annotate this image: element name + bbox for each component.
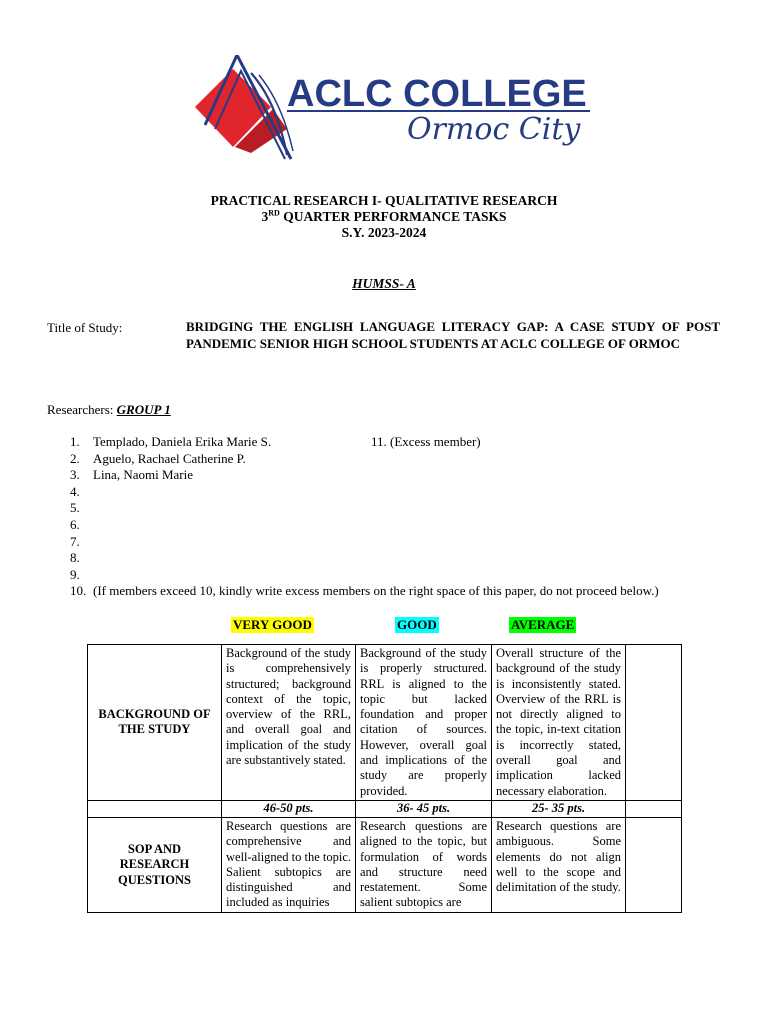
member-item: 7.	[70, 533, 80, 549]
researchers-label: Researchers:	[47, 402, 117, 417]
legend-very-good: VERY GOOD	[233, 617, 312, 632]
good-cell: Research questions are aligned to the topic, but formulation of words and structure need restatement. Some salient subtopics are	[356, 817, 492, 912]
rubric-row	[88, 817, 682, 912]
points-average: 25- 35 pts.	[492, 800, 626, 817]
header-quarter: 3RD QUARTER PERFORMANCE TASKS	[261, 208, 507, 224]
rubric-table	[87, 644, 682, 913]
legend-average: AVERAGE	[511, 617, 575, 632]
average-cell: Overall structure of the background of the study is inconsistently stated. Overview of the RRL is not directly aligned to the topic, in-text citation is incorrectly stated, overall goal and implication lacked necessary elaboration.	[492, 645, 626, 801]
rubric-row	[88, 645, 682, 801]
member-item: 9.	[70, 566, 80, 582]
very-good-cell: Background of the study is comprehensively structured; background context of the topic, overview of the RRL, and overall goal and implication of the study are substantively stated.	[222, 645, 356, 801]
member-item: 3. Lina, Naomi Marie	[70, 467, 193, 483]
criterion-cell: SOP AND RESEARCH QUESTIONS	[88, 817, 222, 912]
member-item: 2. Aguelo, Rachael Catherine P.	[70, 450, 246, 466]
title-label: Title of Study:	[47, 320, 123, 335]
legend-good: GOOD	[397, 617, 437, 632]
score-cell[interactable]	[626, 645, 682, 801]
average-cell: Research questions are ambiguous. Some elements do not align well to the scope and delimitation of the study.	[492, 817, 626, 912]
logo-city: Ormoc City	[407, 112, 581, 147]
aclc-college-logo	[195, 55, 615, 170]
researchers-line	[47, 402, 171, 418]
study-title: BRIDGING THE ENGLISH LANGUAGE LITERACY GAP: A CASE STUDY OF POST PANDEMIC SENIOR HIGH SCHOOL STUDENTS AT ACLC COLLEGE OF ORMOC	[186, 319, 720, 351]
points-score-cell	[626, 800, 682, 817]
points-good: 36- 45 pts.	[356, 800, 492, 817]
doc-header	[0, 193, 768, 241]
logo-emblem	[195, 55, 297, 159]
header-course: PRACTICAL RESEARCH I- QUALITATIVE RESEARCH	[210, 193, 558, 208]
member-item: 1. Templado, Daniela Erika Marie S.	[70, 434, 272, 449]
group-name: GROUP 1	[116, 402, 171, 417]
member-item: 8.	[70, 550, 80, 566]
logo-wordmark: ACLC COLLEGE	[287, 73, 587, 115]
member-list	[70, 434, 659, 600]
excess-member: 11. (Excess member)	[371, 434, 481, 449]
score-cell[interactable]	[626, 817, 682, 912]
member-item: 4.	[70, 483, 80, 499]
header-school-year: S.Y. 2023-2024	[341, 225, 427, 240]
points-very-good: 46-50 pts.	[222, 800, 356, 817]
member-item: 10. (If members exceed 10, kindly write excess members on the right space of this paper, do not proceed below.)	[70, 583, 659, 599]
member-item: 5.	[70, 500, 80, 516]
points-row	[88, 800, 682, 817]
very-good-cell: Research questions are comprehensive and well-aligned to the topic. Salient subtopics are distinguished and included as inquiries	[222, 817, 356, 912]
criterion-cell: BACKGROUND OF THE STUDY	[88, 645, 222, 801]
section-name: HUMSS- A	[352, 276, 416, 291]
points-blank-cell	[88, 800, 222, 817]
member-item: 6.	[70, 516, 80, 532]
good-cell: Background of the study is properly structured. RRL is aligned to the topic but lacked foundation and proper citation of sources. However, overall goal and implications of the study are properly provided.	[356, 645, 492, 801]
